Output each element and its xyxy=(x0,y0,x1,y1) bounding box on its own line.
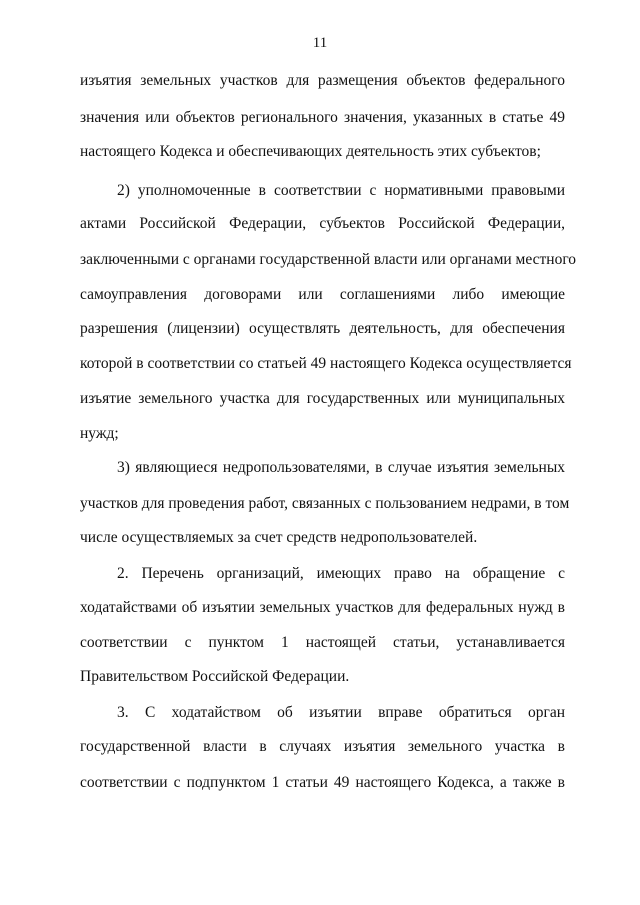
text-line: разрешения (лицензии) осуществлять деятельность, для обеспечения xyxy=(80,320,565,337)
text-line: актами Российской Федерации, субъектов Российской Федерации, xyxy=(80,215,565,232)
text-line: ходатайствами об изъятии земельных участков для федеральных нужд в xyxy=(80,599,565,616)
text-line: изъятие земельного участка для государственных или муниципальных xyxy=(80,390,565,407)
paragraph-start-line: 3) являющиеся недропользователями, в случае изъятия земельных xyxy=(117,459,565,476)
text-line: соответствии с подпунктом 1 статьи 49 настоящего Кодекса, а также в xyxy=(80,774,565,791)
text-line: числе осуществляемых за счет средств недропользователей. xyxy=(80,529,478,546)
text-line: которой в соответствии со статьей 49 настоящего Кодекса осуществляется xyxy=(80,355,572,372)
paragraph-start-line: 3. С ходатайством об изъятии вправе обратиться орган xyxy=(117,704,565,721)
paragraph-start-line: 2) уполномоченные в соответствии с нормативными правовыми xyxy=(117,182,565,199)
text-line: изъятия земельных участков для размещения объектов федерального xyxy=(80,72,565,89)
text-line: участков для проведения работ, связанных с пользованием недрами, в том xyxy=(80,495,570,512)
text-line: нужд; xyxy=(80,425,119,442)
text-line: заключенными с органами государственной власти или органами местного xyxy=(80,251,577,268)
page-number: 11 xyxy=(312,35,328,51)
text-line: значения или объектов регионального значения, указанных в статье 49 xyxy=(80,109,565,126)
text-line: соответствии с пунктом 1 настоящей статьи, устанавливается xyxy=(80,634,565,651)
text-line: настоящего Кодекса и обеспечивающих деятельность этих субъектов; xyxy=(80,143,541,160)
text-line: государственной власти в случаях изъятия земельного участка в xyxy=(80,738,565,755)
paragraph-start-line: 2. Перечень организаций, имеющих право на обращение с xyxy=(117,565,565,582)
text-line: Правительством Российской Федерации. xyxy=(80,668,350,685)
text-line: самоуправления договорами или соглашениями либо имеющие xyxy=(80,286,565,303)
